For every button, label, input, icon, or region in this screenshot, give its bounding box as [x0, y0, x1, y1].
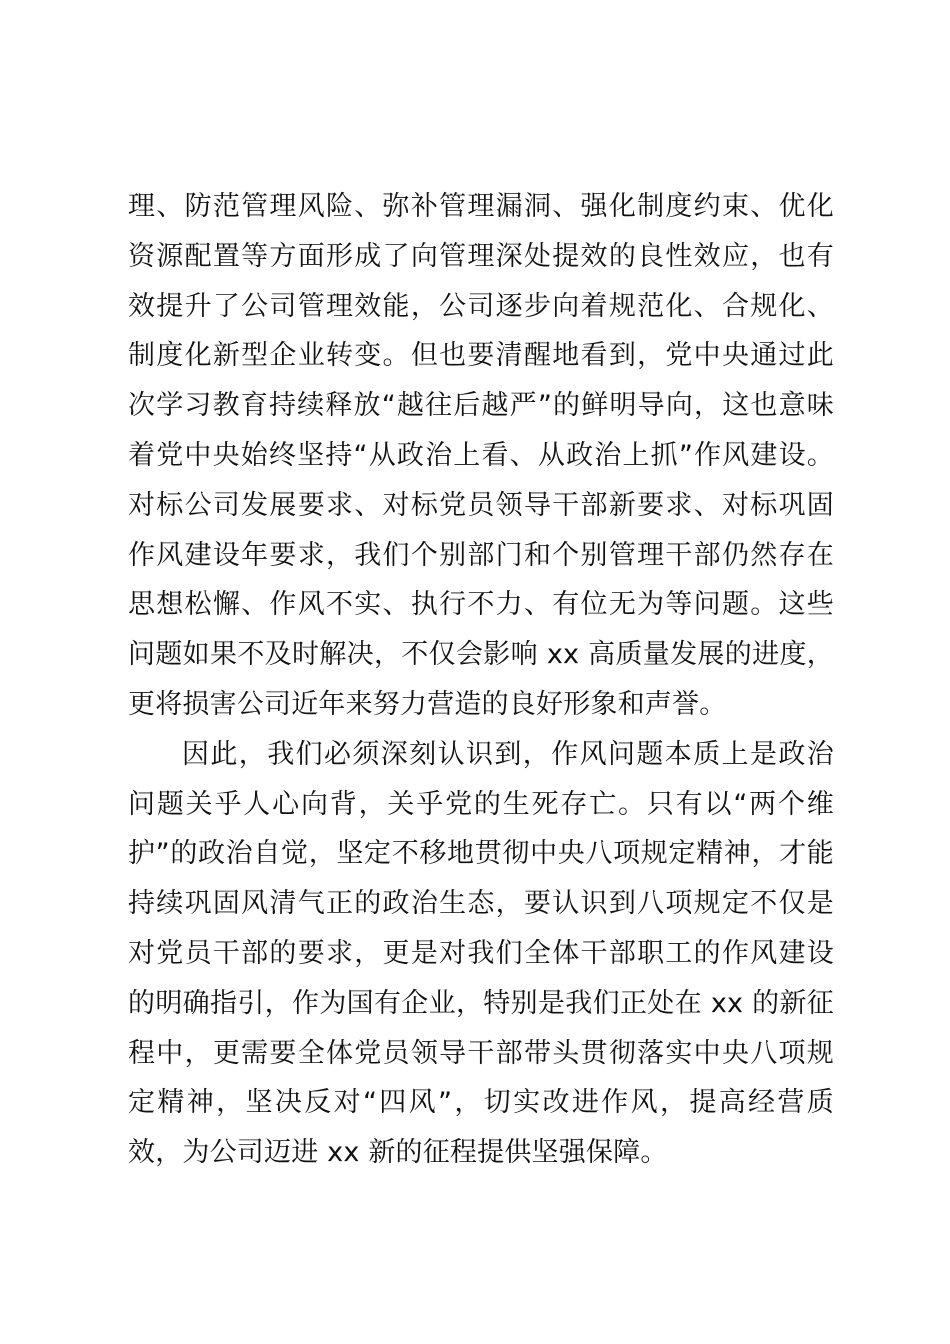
paragraph-2: 因此，我们必须深刻认识到，作风问题本质上是政治问题关乎人心向背，关乎党的生死存亡。只有以“两个维护”的政治自觉，坚定不移地贯彻中央八项规定精神，才能持续巩固风清气正的政治生态，要认识到八项规定不仅是对党员干部的要求，更是对我们全体干部职工的作风建设的明确指引，作为国有企业，特别是我们正处在 xx 的新征程中，更需要全体党员领导干部带头贯彻落实中央八项规定精神，坚决反对“四风”，切实改进作风，提高经营质效，为公司迈进 xx 新的征程提供坚强保障。: [128, 738, 834, 1169]
document-body: [128, 182, 834, 1178]
paragraph-1: 理、防范管理风险、弥补管理漏洞、强化制度约束、优化资源配置等方面形成了向管理深处提效的良性效应，也有效提升了公司管理效能，公司逐步向着规范化、合规化、制度化新型企业转变。但也要清醒地看到，党中央通过此次学习教育持续释放“越往后越严”的鲜明导向，这也意味着党中央始终坚持“从政治上看、从政治上抓”作风建设。对标公司发展要求、对标党员领导干部新要求、对标巩固作风建设年要求，我们个别部门和个别管理干部仍然存在思想松懈、作风不实、执行不力、有位无为等问题。这些问题如果不及时解决，不仅会影响 xx 高质量发展的进度，更将损害公司近年来努力营造的良好形象和声誉。: [128, 191, 834, 720]
